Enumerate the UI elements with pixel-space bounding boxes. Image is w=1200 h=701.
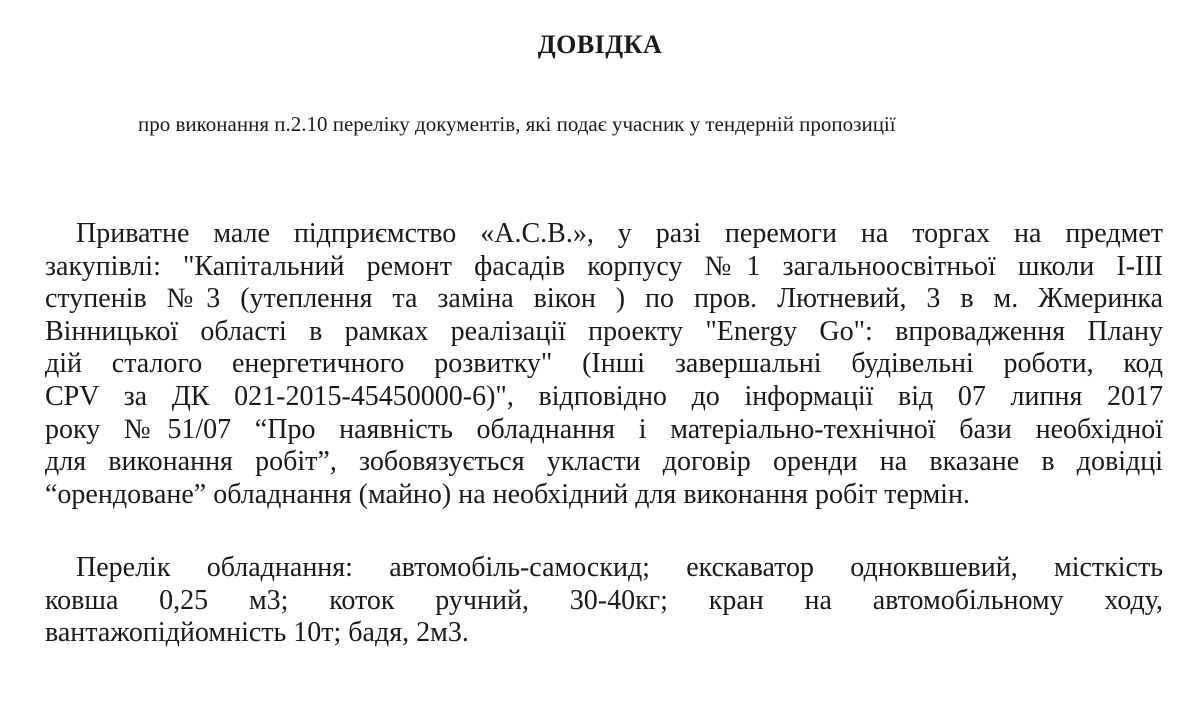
paragraph-line: CPV за ДК 021-2015-45450000-6)", відповідно до інформації від 07 липня 2017 xyxy=(45,380,1163,412)
document-subtitle: про виконання п.2.10 переліку документів, які подає учасник у тендерній пропозиції xyxy=(138,112,896,136)
paragraph-line: року №51/07 “Про наявність обладнання і матеріально-технічної бази необхідної xyxy=(45,413,1163,445)
paragraph-commitment xyxy=(45,218,1163,511)
document-title: ДОВІДКА xyxy=(537,30,663,59)
paragraph-line: Перелік обладнання: автомобіль-самоскид; екскаватор одноквшевий, місткість xyxy=(76,552,1163,583)
paragraph-equipment-list xyxy=(45,552,1163,650)
paragraph-line: закупівлі: "Капітальний ремонт фасадів корпусу №1 загальноосвітньої школи І-ІІІ xyxy=(45,250,1163,282)
paragraph-line: для виконання робіт”, зобовязується укласти договір оренди на вказане в довідці xyxy=(45,446,1163,478)
paragraph-line: дій сталого енергетичного розвитку" (Інші завершальні будівельні роботи, код xyxy=(45,348,1163,380)
paragraph-line: “орендоване” обладнання (майно) на необхідний для виконання робіт термін. xyxy=(45,478,970,510)
paragraph-line: ступенів №3 (утеплення та заміна вікон ) по пров. Лютневий, 3 в м. Жмеринка xyxy=(45,283,1163,315)
paragraph-line: Приватне мале підприємство «А.С.В.», у разі перемоги на торгах на предмет xyxy=(76,218,1163,249)
paragraph-line: ковша 0,25 м3; коток ручний, 30-40кг; кран на автомобільному ходу, xyxy=(45,584,1163,616)
paragraph-line: вантажопідйомність 10т; бадя, 2м3. xyxy=(45,617,469,649)
paragraph-line: Вінницької області в рамках реалізації проекту "Energy Go": впровадження Плану xyxy=(45,315,1163,347)
